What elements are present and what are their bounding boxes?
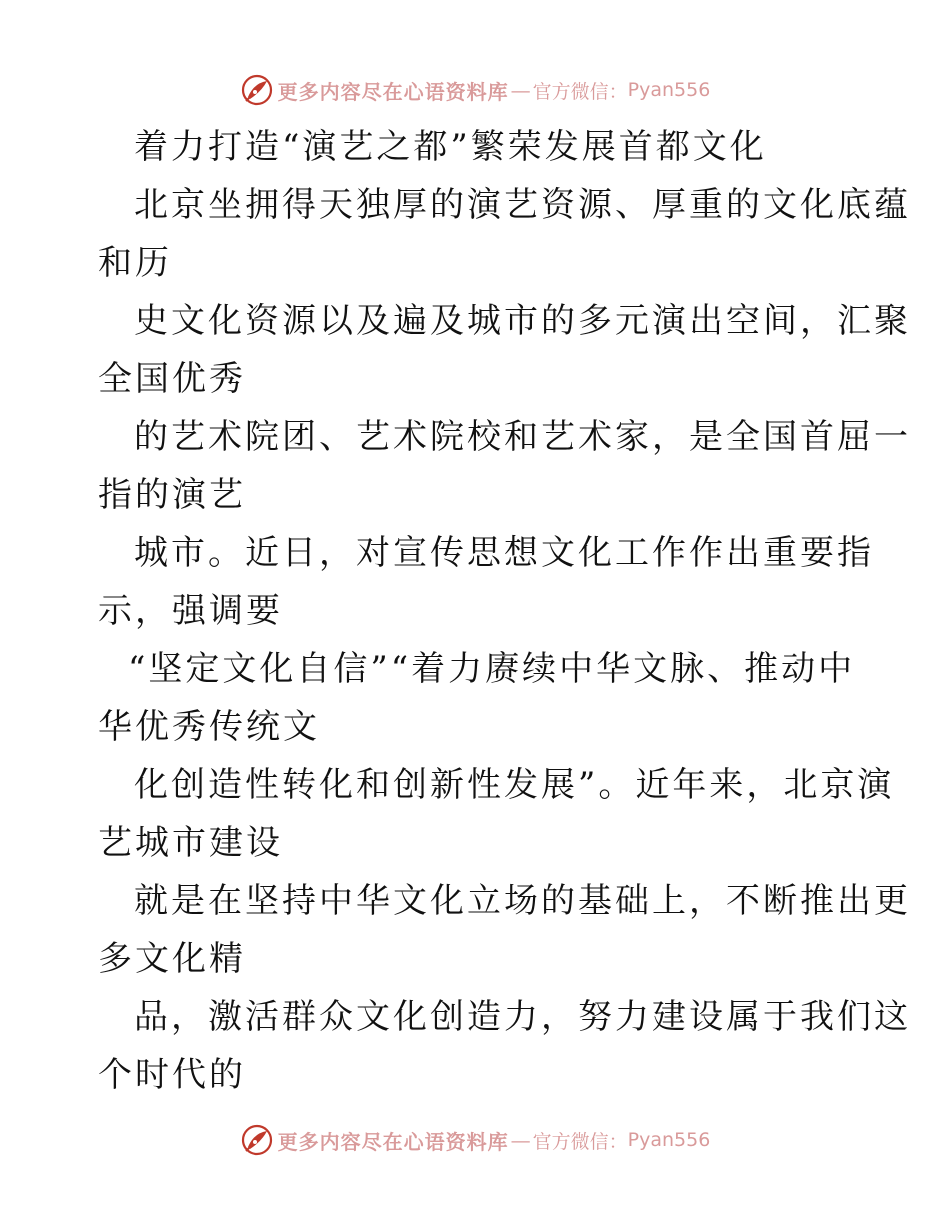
text-line: 的艺术院团、艺术院校和艺术家，是全国首屈一 [134,417,911,457]
text-line: 就是在坚持中华文化立场的基础上，不断推出更 [134,881,911,921]
text-line: 个时代的 [98,1055,246,1095]
watermark-separator: — [510,78,531,102]
watermark-separator: — [510,1128,531,1152]
text-line: 品，激活群众文化创造力，努力建设属于我们这 [134,997,911,1037]
text-line: 指的演艺 [98,475,246,515]
text-line: 示，强调要 [98,591,283,631]
watermark-header [0,70,950,110]
watermark-brand: 更多内容尽在心语资料库 [277,79,509,104]
watermark-label: 官方微信： [532,80,628,103]
watermark-footer [0,1120,950,1160]
text-line: 着力打造“演艺之都”繁荣发展首都文化 [134,127,767,167]
text-line: 城市。近日，对宣传思想文化工作作出重要指 [134,533,874,573]
text-line: “坚定文化自信”“着力赓续中华文脉、推动中 [128,649,856,689]
pen-logo-icon [240,1123,274,1157]
pen-logo-icon [240,73,274,107]
text-line: 多文化精 [98,939,246,979]
text-line: 史文化资源以及遍及城市的多元演出空间，汇聚 [134,301,911,341]
text-line: 化创造性转化和创新性发展”。近年来，北京演 [134,765,895,805]
text-line: 北京坐拥得天独厚的演艺资源、厚重的文化底蕴 [134,185,911,225]
watermark-label: 官方微信： [532,1130,628,1153]
watermark-id: Pyan556 [627,1129,711,1151]
text-line: 华优秀传统文 [98,707,320,747]
text-line: 全国优秀 [98,359,246,399]
text-line: 和历 [98,243,172,283]
watermark-brand: 更多内容尽在心语资料库 [277,1129,509,1154]
text-line: 艺城市建设 [98,823,283,863]
watermark-id: Pyan556 [627,79,711,101]
document-body [98,118,911,1104]
